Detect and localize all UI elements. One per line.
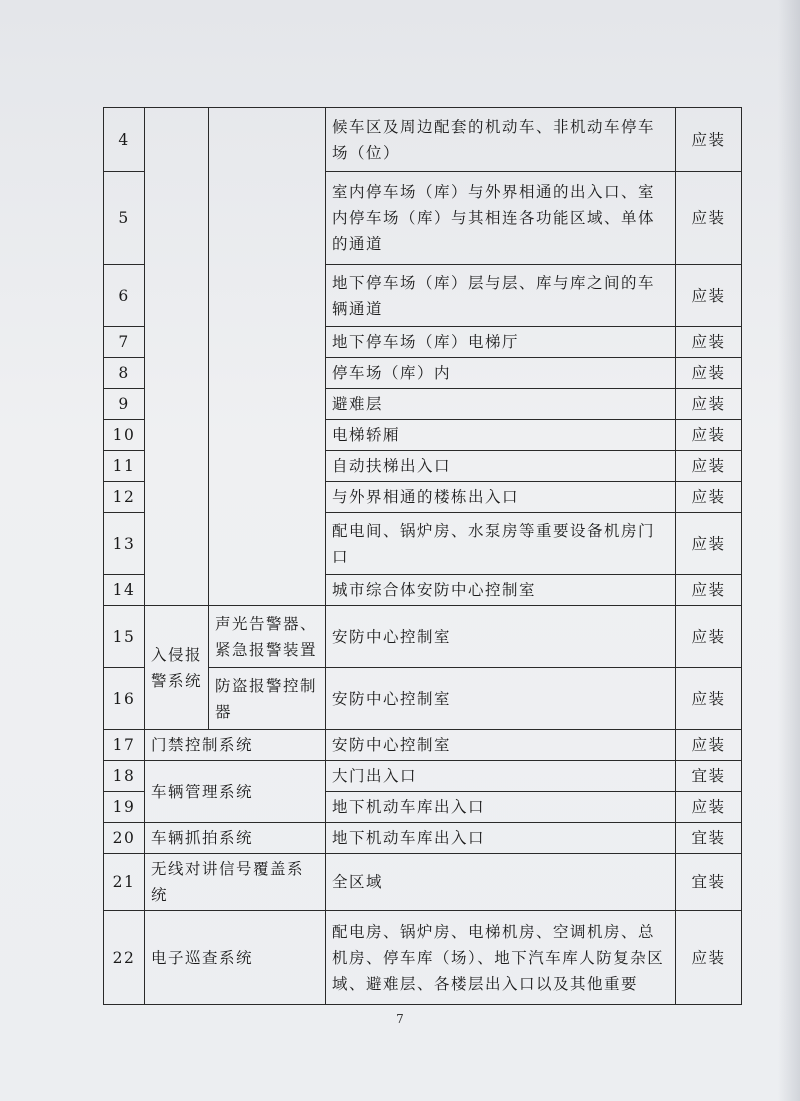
row-number: 11 bbox=[104, 451, 145, 482]
location-cell: 城市综合体安防中心控制室 bbox=[326, 575, 676, 606]
row-number: 12 bbox=[104, 482, 145, 513]
requirement-cell: 应装 bbox=[676, 172, 742, 265]
requirement-cell: 应装 bbox=[676, 792, 742, 823]
subsystem-cell-empty bbox=[209, 108, 326, 606]
location-cell: 避难层 bbox=[326, 389, 676, 420]
location-cell: 配电房、锅炉房、电梯机房、空调机房、总机房、停车库（场）、地下汽车库人防复杂区域、避难层、各楼层出入口以及其他重要 bbox=[326, 911, 676, 1005]
table-row bbox=[104, 823, 742, 854]
system-cell: 入侵报警系统 bbox=[145, 606, 209, 730]
system-cell-empty bbox=[145, 108, 209, 606]
security-installation-table bbox=[103, 107, 742, 1005]
system-cell: 无线对讲信号覆盖系统 bbox=[145, 854, 326, 911]
row-number: 5 bbox=[104, 172, 145, 265]
requirement-cell: 应装 bbox=[676, 482, 742, 513]
location-cell: 地下机动车库出入口 bbox=[326, 823, 676, 854]
requirement-cell: 应装 bbox=[676, 730, 742, 761]
table-row bbox=[104, 854, 742, 911]
location-cell: 自动扶梯出入口 bbox=[326, 451, 676, 482]
row-number: 6 bbox=[104, 265, 145, 327]
row-number: 7 bbox=[104, 327, 145, 358]
row-number: 8 bbox=[104, 358, 145, 389]
location-cell: 室内停车场（库）与外界相通的出入口、室内停车场（库）与其相连各功能区域、单体的通道 bbox=[326, 172, 676, 265]
row-number: 9 bbox=[104, 389, 145, 420]
row-number: 17 bbox=[104, 730, 145, 761]
requirement-cell: 应装 bbox=[676, 108, 742, 172]
location-cell: 配电间、锅炉房、水泵房等重要设备机房门口 bbox=[326, 513, 676, 575]
requirement-cell: 应装 bbox=[676, 911, 742, 1005]
location-cell: 全区域 bbox=[326, 854, 676, 911]
row-number: 19 bbox=[104, 792, 145, 823]
row-number: 13 bbox=[104, 513, 145, 575]
location-cell: 地下停车场（库）层与层、库与库之间的车辆通道 bbox=[326, 265, 676, 327]
page-number: 7 bbox=[396, 1012, 404, 1026]
system-cell: 门禁控制系统 bbox=[145, 730, 326, 761]
requirement-cell: 宜装 bbox=[676, 761, 742, 792]
row-number: 10 bbox=[104, 420, 145, 451]
requirement-cell: 应装 bbox=[676, 358, 742, 389]
row-number: 16 bbox=[104, 668, 145, 730]
row-number: 4 bbox=[104, 108, 145, 172]
location-cell: 安防中心控制室 bbox=[326, 606, 676, 668]
row-number: 14 bbox=[104, 575, 145, 606]
table-row bbox=[104, 761, 742, 792]
row-number: 21 bbox=[104, 854, 145, 911]
location-cell: 地下停车场（库）电梯厅 bbox=[326, 327, 676, 358]
requirement-cell: 应装 bbox=[676, 389, 742, 420]
row-number: 15 bbox=[104, 606, 145, 668]
row-number: 20 bbox=[104, 823, 145, 854]
requirement-cell: 应装 bbox=[676, 265, 742, 327]
requirement-cell: 应装 bbox=[676, 451, 742, 482]
location-cell: 安防中心控制室 bbox=[326, 730, 676, 761]
row-number: 22 bbox=[104, 911, 145, 1005]
location-cell: 电梯轿厢 bbox=[326, 420, 676, 451]
location-cell: 候车区及周边配套的机动车、非机动车停车场（位） bbox=[326, 108, 676, 172]
system-cell: 车辆抓拍系统 bbox=[145, 823, 326, 854]
requirement-cell: 应装 bbox=[676, 668, 742, 730]
table-row bbox=[104, 730, 742, 761]
table-row bbox=[104, 108, 742, 172]
requirement-cell: 应装 bbox=[676, 420, 742, 451]
page-edge-shadow bbox=[778, 0, 800, 1101]
table-row bbox=[104, 911, 742, 1005]
row-number: 18 bbox=[104, 761, 145, 792]
requirement-cell: 应装 bbox=[676, 575, 742, 606]
location-cell: 停车场（库）内 bbox=[326, 358, 676, 389]
location-cell: 与外界相通的楼栋出入口 bbox=[326, 482, 676, 513]
table-row bbox=[104, 606, 742, 668]
requirement-cell: 宜装 bbox=[676, 823, 742, 854]
system-cell: 电子巡查系统 bbox=[145, 911, 326, 1005]
subsystem-cell: 防盗报警控制器 bbox=[209, 668, 326, 730]
system-cell: 车辆管理系统 bbox=[145, 761, 326, 823]
requirement-cell: 应装 bbox=[676, 513, 742, 575]
location-cell: 地下机动车库出入口 bbox=[326, 792, 676, 823]
location-cell: 大门出入口 bbox=[326, 761, 676, 792]
subsystem-cell: 声光告警器、紧急报警装置 bbox=[209, 606, 326, 668]
requirement-cell: 应装 bbox=[676, 606, 742, 668]
requirement-cell: 应装 bbox=[676, 327, 742, 358]
requirement-cell: 宜装 bbox=[676, 854, 742, 911]
location-cell: 安防中心控制室 bbox=[326, 668, 676, 730]
